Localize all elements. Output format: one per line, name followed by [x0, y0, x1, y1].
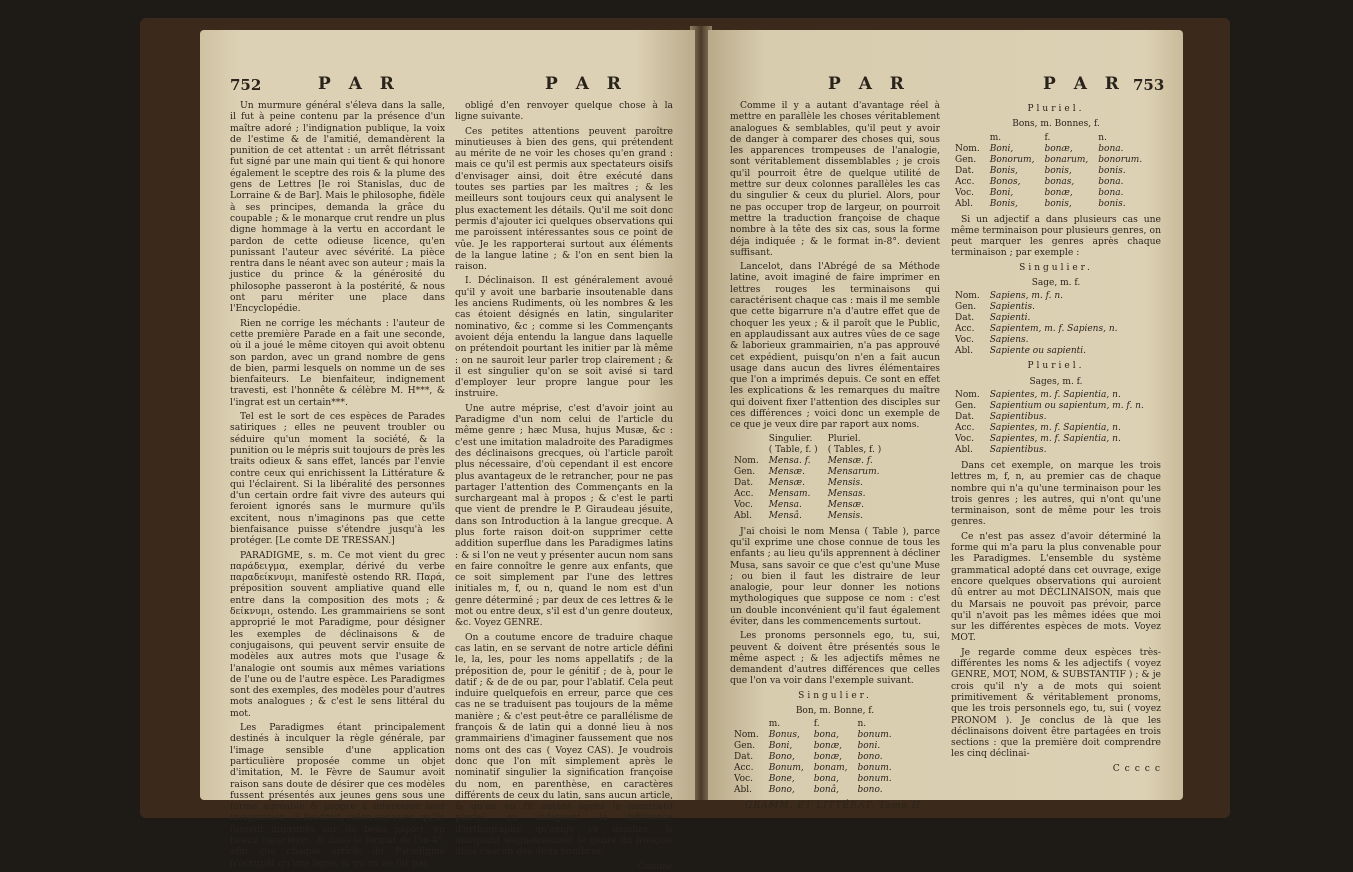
table-title: Singulier. [1019, 262, 1093, 273]
table-title: Pluriel. [1027, 361, 1085, 372]
table-row: Dat. Sapienti. [955, 313, 1031, 324]
table-row: Nom. Sapiens, m. f. n. [955, 291, 1063, 302]
table-row: Gen. Mensæ. Mensarum. [734, 466, 880, 477]
table-row: Gen. Boni, bonæ, boni. [734, 741, 881, 752]
table-gloss: Sages, m. f. [1029, 376, 1083, 387]
table-row: Gen. Bonorum, bonarum, bonorum. [955, 154, 1143, 165]
running-head: P A R [318, 74, 400, 94]
paragraph: Si un adjectif a dans plusieurs cas une même terminaison pour plusieurs genres, on peut marquer les genres après chaque terminaison ; par exemple : [951, 213, 1161, 259]
paragraph: Comme il y a autant d'avantage réel à mettre en parallèle les choses véritablement analogues & semblables, qu'il peut y avoir de danger à comparer des choses qui, sous les apparences trompeuses de l'analogie, sont véritablement dissemblables ; je crois qu'il pourroit être de quelque utilité de mettre sur deux colonnes parallèles les cas du singulier & ceux du pluriel. Alors, pour ne pas occuper trop de largeur, on pourroit mettre la traduction françoise de chaque nombre à la tête des six cas, sous la forme déja indiquée ; & le format in-8°. devient suffisant. [730, 100, 940, 258]
catchword: Comme [637, 860, 673, 872]
table-header: Pluriel. [827, 433, 861, 444]
signature-line: GRAMM. ET LITTÉRAT. Tome II. [744, 800, 926, 812]
paragraph: Tel est le sort de ces espèces de Parades satiriques ; elles ne peuvent troubler ou séduire qu'un moment la société, & la punition ou le mépris suit toujours de près les traits odieux & sans effet, lancés par l'envie contre ceux qui enrichissent la Littérature & qui l'éclairent. Si la libéralité des personnes d'un certain ordre fait vivre des auteurs qui feroient ignorés sans le murmure qu'ils excitent, nous n'imaginons pas que cette bienfaisance puisse s'étendre jusqu'à les protéger. [Le comte DE TRESSAN.] [230, 411, 445, 547]
table-row: Voc. Bone, bona, bonum. [734, 774, 892, 785]
paragraph: Un murmure général s'éleva dans la salle, il fut à peine contenu par la présence d'un maître adoré ; l'indignation publique, la voix de l'estime & de l'amitié, demandèrent la punition de cet attentat : un arrêt flétrissant fut signé par une main qui tient & qui honore également le sceptre des rois & la plume des gens de Lettres [le roi Stanislas, duc de Lorraine & de Bar]. Mais le philosophe, fidèle à ses principes, demanda la grâce du coupable ; & le monarque crut rendre un plus digne hommage à la vertu en accordant le pardon de cette odieuse licence, qu'en punissant l'auteur avec sévérité. La pièce rentra dans le néant avec son auteur ; mais la justice du prince & la générosité du philosophe passeront à la postérité, & nous ont paru mériter une place dans l'Encyclopédie. [230, 100, 445, 315]
paragraph: PARADIGME, s. m. Ce mot vient du grec παράδειγμα, exemplar, dérivé du verbe παραδείκνυμι, manifestè ostendo RR. Παρά, préposition souvent ampliative quand elle entre dans la composition des mots ; & δείκνυμι, ostendo. Les grammairiens se sont approprié le mot Paradigme, pour désigner les exemples de déclinaisons & de conjugaisons, qui peuvent servir ensuite de modèles aux autres mots que l'usage & l'analogie ont soumis aux mêmes variations de l'une ou de l'autre espèce. Les Paradigmes sont des exemples, des modèles pour d'autres mots analogues ; & c'est le sens littéral du mot. [230, 549, 445, 719]
table-row: Acc. Mensam. Mensas. [734, 488, 866, 499]
running-head: P A R [828, 74, 910, 94]
table-row: Voc. Sapientes, m. f. Sapientia, n. [955, 433, 1121, 444]
paragraph: I. Déclinaison. Il est généralement avoué qu'il y avoit une barbarie insoutenable dans les anciens Rudiments, où les nombres & les cas étoient désignés en latin, singulariter nominativo, &c ; comme si les Commençants avoient déja entendu la langue dans laquelle on prétendoit pourtant les initier par là même : on ne sauroit leur parler trop clairement ; & il est singulier qu'on se soit avisé si tard d'employer leur propre langue pour les instruire. [455, 275, 673, 400]
table-row: Voc. Boni, bonæ, bona. [955, 187, 1124, 198]
table-row: Abl. Bonis, bonis, bonis. [955, 198, 1126, 209]
table-row: Nom. Bonus, bona, bonum. [734, 730, 892, 741]
paragraph: obligé d'en renvoyer quelque chose à la ligne suivante. [455, 100, 673, 123]
running-head: P A R [1043, 74, 1125, 94]
text-column-2 [455, 100, 673, 872]
table-row: Abl. Bono, bonâ, bono. [734, 785, 883, 796]
right-page [708, 30, 1183, 812]
declension-table-sapiens-plural [955, 390, 1154, 456]
paragraph: Une autre méprise, c'est d'avoir joint au Paradigme d'un nom celui de l'article du même genre ; hæc Musa, hujus Musæ, &c : c'est une imitation maladroite des Paradigmes des déclinaisons grecques, où l'article paroît plus nécessaire, d'où cependant il est encore plus avantageux de le retrancher, pour ne pas partager l'attention des Commençants en la surchargeant mal à propos ; & c'est le parti que vient de prendre le P. Giraudeau jésuite, dans son Introduction à la langue grecque. A plus forte raison doit-on supprimer cette addition superflue dans les Paradigmes latins : & si l'on ne veut y présenter aucun nom sans en faire connoître le genre aux enfants, que ce soit simplement par l'une des lettres initiales m, f, ou n, quand le nom est d'un genre déterminé ; par deux de ces lettres & le mot ou entre deux, s'il est d'un genre douteux, &c. Voyez GENRE. [455, 402, 673, 629]
paragraph: On a coutume encore de traduire chaque cas latin, en se servant de notre article défini le, la, les, pour les noms appellatifs ; de la préposition de, pour le génitif ; de à, pour le datif ; & de de ou par, pour l'ablatif. Cela peut induire quelquefois en erreur, parce que ces cas ne se traduisent pas toujours de la même manière ; & c'est peut-être ce parallélisme de françois & de latin qui a donné lieu à nos grammairiens d'imaginer faussement que nos noms ont des cas ( Voyez CAS). Je voudrois donc que l'on mît simplement après le nominatif singulier la signification françoise du nom, en parenthèse, en caractères différents de ceux du latin, sans aucun article, & qu'on en fît autant après le nominatif pluriel, en indiquant la différence d'orthographe qu'exige ce nombre, & marquant soigneusement le genre du françois dans chacun des deux nombres. [455, 631, 673, 858]
page-number: 752 [230, 76, 262, 94]
table-header: Singulier. [768, 433, 813, 444]
table-row: Nom. Boni, bonæ, bona. [955, 143, 1124, 154]
paragraph: Rien ne corrige les méchants : l'auteur de cette première Parade en a fait une seconde, où il a joué le même citoyen qui avoit obtenu son pardon, avec un grand nombre de gens de bien, parmi lesquels on nomme un de ses bienfaiteurs. Le bienfaiteur, indignement travesti, est l'honnête & célèbre M. H***, & l'ingrat est un certain***. [230, 317, 445, 408]
declension-table-sapiens [955, 291, 1127, 357]
table-row: Acc. Bonum, bonam, bonum. [734, 763, 892, 774]
table-row: Voc. Mensa. Mensæ. [734, 499, 864, 510]
table-gloss: Bon, m. Bonne, f. [795, 706, 875, 717]
table-gloss: ( Table, f. ) [768, 444, 818, 455]
page-number: 753 [1133, 76, 1165, 94]
paragraph: Ces petites attentions peuvent paroître minutieuses à bien des gens, qui prétendent au mérite de ne voir les choses qu'en grand : mais ce qu'il est permis aux spectateurs oisifs d'envisager ainsi, doit être exécuté dans toutes ses parties par les maîtres ; & les meilleurs sont toujours ceux qui analysent le plus exactement les détails. Qu'il me soit donc permis d'ajouter ici quelques observations qui me paroissent intéressantes sous ce point de vûe. Je les rapporterai surtout aux éléments de la langue latine ; & l'on en sent bien la raison. [455, 125, 673, 273]
left-page [200, 30, 695, 872]
table-row: Gen. Sapientis. [955, 302, 1035, 313]
table-row: Abl. Sapiente ou sapienti. [955, 346, 1086, 357]
paragraph: Dans cet exemple, on marque les trois lettres m, f, n, au premier cas de chaque nombre qui n'a qu'une terminaison pour les trois genres ; les autres, qui n'ont qu'une terminaison, sont de même pour les trois genres. [951, 459, 1161, 528]
table-row: Acc. Sapientem, m. f. Sapiens, n. [955, 324, 1118, 335]
declension-table-bonus: m. f. n. Nom. Bonus, bona, bonum. Gen. Boni, bonæ, boni. Dat. Bono, bonæ, bono. Acc. Bonum, bonam, bonum. Voc. Bone, bona, bonum. Abl. Bono, bonâ, bono. [734, 719, 902, 796]
paragraph: Les Paradigmes étant principalement destinés à inculquer la règle générale, par l'image sensible d'une application particulière proposée comme un objet d'imitation, M. le Fèvre de Saumur avoit raison sans doute de désirer que ces modèles fussent présentés aux jeunes gens sous une forme agréable & propre à intéresser leur imagination : il faudroit, selon ses vues, qu'ils fussent imprimés sur de beau papier, en beaux caractères, & dans le format de l'in-4°, afin que chaque article du Paradigme n'occupât qu'une ligne, & qu'on ne fût pas [230, 722, 445, 869]
paragraph: Ce n'est pas assez d'avoir déterminé la forme qui m'a paru la plus convenable pour les Paradigmes. L'ensemble du système grammatical adopté dans cet ouvrage, exige encore quelques observations qui auroient dû entrer au mot DÉCLINAISON, mais que du Marsais ne pouvoit pas prévoir, parce qu'il n'avoit pas les mêmes idées que moi sur les différentes espèces de mots. Voyez MOT. [951, 530, 1161, 644]
table-gloss: ( Tables, f. ) [827, 444, 882, 455]
table-title: Pluriel. [1027, 104, 1085, 114]
text-column-1 [730, 100, 940, 812]
running-head: P A R [545, 74, 627, 94]
table-row: Abl. Sapientibus. [955, 444, 1047, 455]
table-row: Dat. Bono, bonæ, bono. [734, 752, 883, 763]
table-row: Nom. Sapientes, m. f. Sapientia, n. [955, 389, 1121, 400]
table-row: Abl. Mensâ. Mensis. [734, 510, 864, 521]
paragraph: Lancelot, dans l'Abrégé de sa Méthode latine, avoit imaginé de faire imprimer en lettres rouges les terminaisons qui caractérisent chaque cas : mais il me semble que cette bigarrure n'a d'autre effet que de choquer les yeux ; & il paroît que le Public, en applaudissant aux autres vûes de ce sage & laborieux grammairien, n'a pas approuvé cet expédient, puisqu'on n'en a fait aucun usage dans aucun des livres élémentaires que l'on a imprimés depuis. Ce sont en effet les explications & les remarques du maître qui doivent fixer l'attention des disciples sur ces différences ; voici donc un exemple de ce que je veux dire par raport aux noms. [730, 261, 940, 431]
table-row: Acc. Bonos, bonas, bona. [955, 176, 1124, 187]
text-column-1 [230, 100, 445, 872]
table-gloss: Sage, m. f. [1031, 278, 1081, 289]
paragraph: Je regarde comme deux espèces très-différentes les noms & les adjectifs ( voyez GENRE, MOT, NOM, & SUBSTANTIF ) ; & je crois qu'il n'y a de mots qui soient primitivement & véritablement pronoms, que les trois personnels ego, tu, sui ( voyez PRONOM ). Je conclus de là que les déclinaisons doivent être partagées en trois sections : que la première doit comprendre les cinq déclinai- [951, 646, 1161, 760]
table-row: Nom. Mensa. f. Mensæ. f. [734, 455, 873, 466]
text-column-2 [951, 100, 1161, 774]
paragraph: Les pronoms personnels ego, tu, sui, peuvent & doivent être présentés sous le même aspect ; & les adjectifs mêmes ne demandent d'autres différences que celles que l'on va voir dans l'exemple suivant. [730, 630, 940, 687]
signature-mark: C c c c c [1112, 762, 1161, 774]
table-row: Dat. Bonis, bonis, bonis. [955, 165, 1126, 176]
table-gloss: Bons, m. Bonnes, f. [1012, 119, 1100, 130]
table-title: Singulier. [798, 690, 872, 701]
table-row: Acc. Sapientes, m. f. Sapientia, n. [955, 422, 1121, 433]
declension-table-bonus-plural: m. f. n. Nom. Boni, bonæ, bona. Gen. Bonorum, bonarum, bonorum. Dat. Bonis, bonis, bonis. Acc. Bonos, bonas, bona. Voc. Boni, bonæ, bona. Abl. Bonis, bonis, bonis. [955, 133, 1152, 210]
table-row: Dat. Mensæ. Mensis. [734, 477, 864, 488]
table-row: Voc. Sapiens. [955, 335, 1029, 346]
declension-table-mensa [734, 434, 891, 522]
table-row: Dat. Sapientibus. [955, 411, 1047, 422]
table-row: Gen. Sapientium ou sapientum, m. f. n. [955, 400, 1144, 411]
paragraph: J'ai choisi le nom Mensa ( Table ), parce qu'il exprime une chose connue de tous les enfants ; au lieu qu'ils apprennent à décliner Musa, sans savoir ce que c'est qu'une Muse ; ou bien il faut les distraire de leur analogie, pour leur donner les notions mythologiques que suppose ce nom : c'est un double inconvénient qu'il faut également éviter, dans les commencements surtout. [730, 525, 940, 627]
